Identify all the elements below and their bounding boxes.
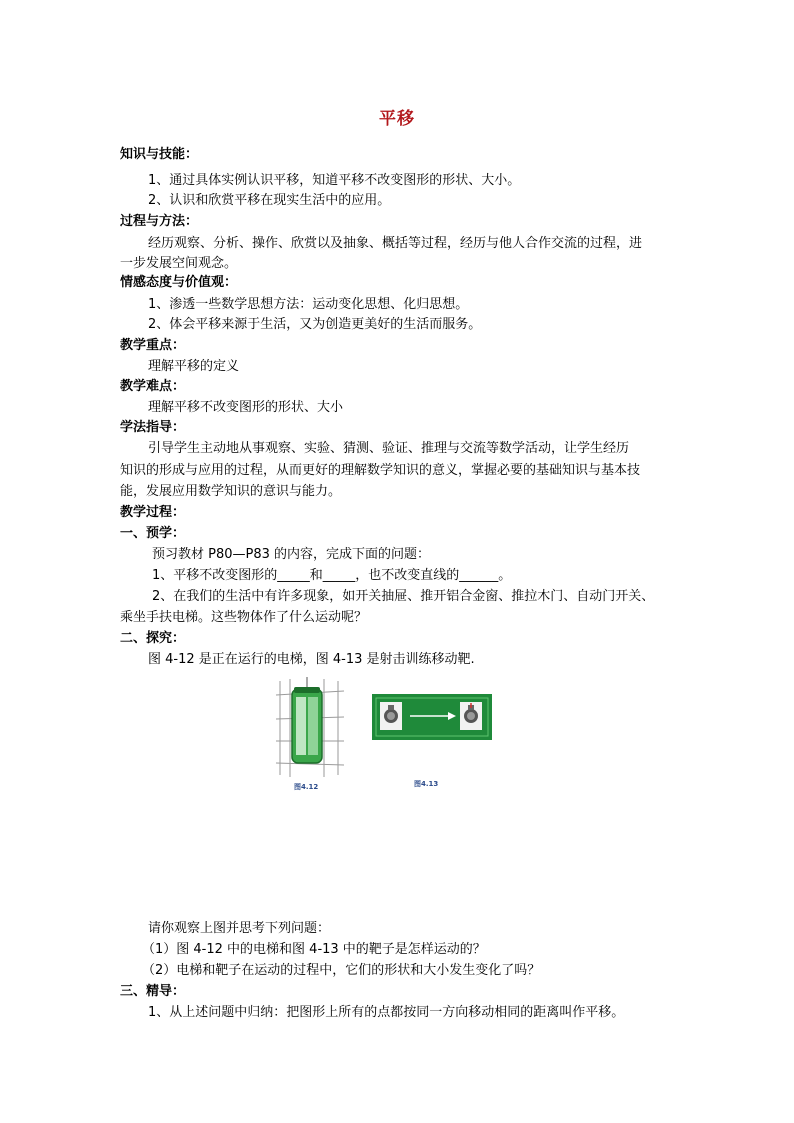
section-heading-knowledge: 知识与技能：: [120, 147, 199, 162]
process-text-line-2: 一步发展空间观念。: [120, 256, 238, 271]
section-heading-attitude: 情感态度与价值观：: [120, 275, 238, 290]
moving-target-figure: [372, 694, 492, 740]
attitude-item-2: 2、体会平移来源于生活，又为创造更美好的生活而服务。: [148, 317, 482, 332]
section-heading-method: 学法指导：: [120, 420, 186, 435]
preview-question-1: 1、平移不改变图形的_____和_____，也不改变直线的______。: [152, 568, 512, 583]
explore-prompt: 请你观察上图并思考下列问题：: [148, 921, 331, 936]
elevator-figure: [272, 675, 348, 781]
method-text-line-1: 引导学生主动地从事观察、实验、猜测、验证、推理与交流等数学活动，让学生经历: [148, 441, 630, 456]
section-heading-process: 过程与方法：: [120, 214, 199, 229]
method-text-line-3: 能，发展应用数学知识的意识与能力。: [120, 484, 342, 499]
section-heading-explore: 二、探究：: [120, 631, 186, 646]
section-heading-refine: 三、精导：: [120, 984, 186, 999]
page-title: 平移: [379, 109, 415, 129]
section-heading-key-point: 教学重点：: [120, 338, 186, 353]
preview-question-2-line-2: 乘坐手扶电梯。这些物体作了什么运动呢？: [120, 610, 368, 625]
knowledge-item-2: 2、认识和欣赏平移在现实生活中的应用。: [148, 193, 391, 208]
section-heading-preview: 一、预学：: [120, 526, 186, 541]
process-text-line-1: 经历观察、分析、操作、欣赏以及抽象、概括等过程，经历与他人合作交流的过程，进: [148, 236, 643, 251]
refine-item-1: 1、从上述问题中归纳：把图形上所有的点都按同一方向移动相同的距离叫作平移。: [148, 1005, 625, 1020]
method-text-line-2: 知识的形成与应用的过程，从而更好的理解数学知识的意义，掌握必要的基础知识与基本技: [120, 463, 641, 478]
figure-4-13-caption: 图4.13: [414, 780, 439, 788]
figure-4-12-caption: 图4.12: [294, 783, 319, 791]
attitude-item-1: 1、渗透一些数学思想方法：运动变化思想、化归思想。: [148, 297, 469, 312]
preview-intro: 预习教材 P80—P83 的内容，完成下面的问题：: [152, 547, 431, 562]
explore-question-2: （2）电梯和靶子在运动的过程中，它们的形状和大小发生变化了吗？: [142, 963, 541, 978]
explore-intro: 图 4-12 是正在运行的电梯，图 4-13 是射击训练移动靶.: [148, 652, 475, 667]
explore-question-1: （1）图 4-12 中的电梯和图 4-13 中的靶子是怎样运动的？: [142, 942, 486, 957]
key-point-text: 理解平移的定义: [148, 359, 240, 374]
difficulty-text: 理解平移不改变图形的形状、大小: [148, 400, 344, 415]
section-heading-procedure: 教学过程：: [120, 505, 186, 520]
knowledge-item-1: 1、通过具体实例认识平移，知道平移不改变图形的形状、大小。: [148, 173, 521, 188]
preview-question-2-line-1: 2、在我们的生活中有许多现象，如开关抽屉、推开铝合金窗、推拉木门、自动门开关、: [152, 589, 655, 604]
section-heading-difficulty: 教学难点：: [120, 379, 186, 394]
